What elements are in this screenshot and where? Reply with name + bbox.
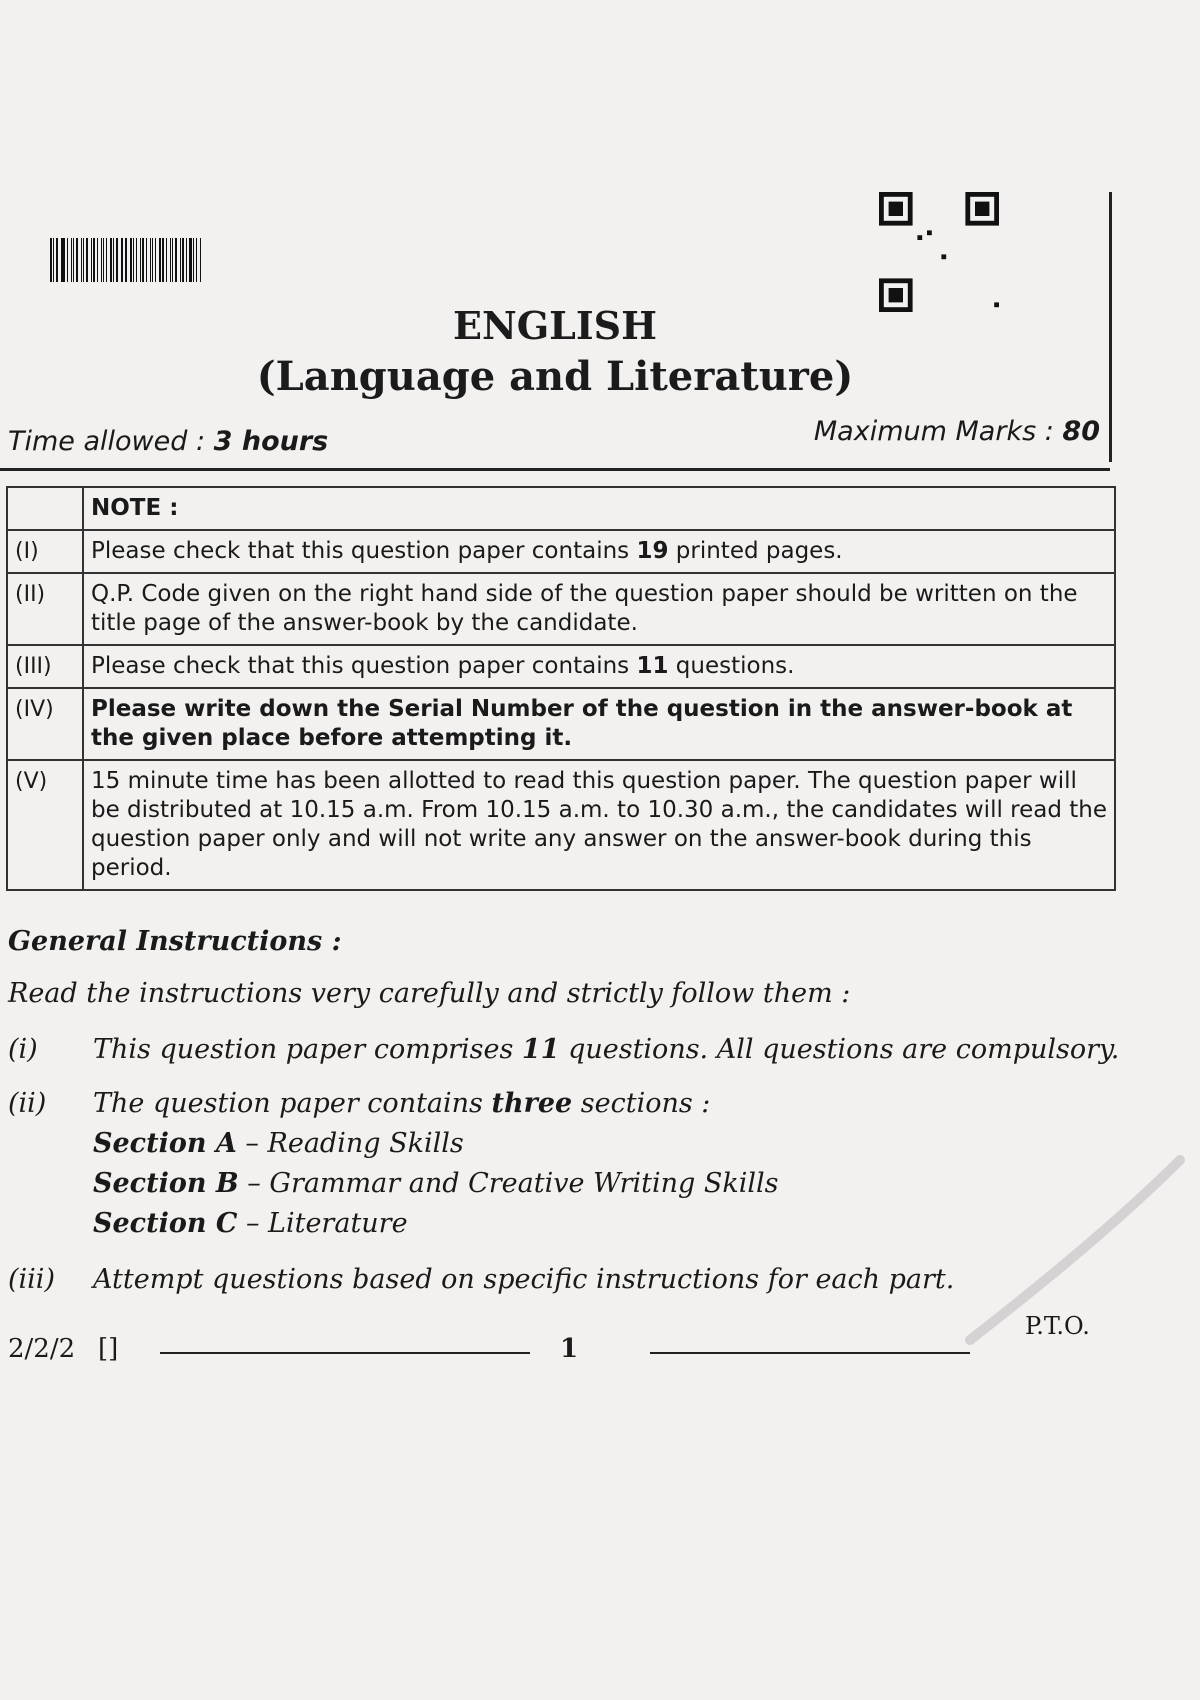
maximum-marks	[814, 416, 1100, 447]
note-row-text	[83, 645, 1115, 688]
note-table	[6, 486, 1116, 891]
time-allowed-label: Time allowed :	[8, 426, 214, 457]
note-row-num: (II)	[7, 573, 83, 645]
instruction-text	[93, 1034, 1119, 1065]
header-divider	[0, 468, 1110, 471]
subject-subtitle: (Language and Literature)	[256, 353, 854, 400]
note-text: Please check that this question paper contains	[91, 653, 637, 679]
instruction-part: This question paper comprises	[93, 1034, 522, 1065]
note-bold: 11	[636, 653, 669, 679]
note-row	[7, 530, 1115, 573]
note-row	[7, 573, 1115, 645]
note-heading: NOTE :	[83, 487, 1115, 530]
section-label: Section C	[93, 1208, 238, 1239]
pto-label: P.T.O.	[1025, 1312, 1090, 1340]
note-heading-num	[7, 487, 83, 530]
instruction-part: The question paper contains	[93, 1088, 492, 1119]
page-number: 1	[560, 1334, 579, 1364]
note-text: printed pages.	[668, 538, 843, 564]
note-row-text	[83, 530, 1115, 573]
barcode	[50, 238, 202, 282]
section-name: – Grammar and Creative Writing Skills	[238, 1168, 779, 1199]
note-row-text: Please write down the Serial Number of the question in the answer-book at the given place before attempting it.	[83, 688, 1115, 760]
note-row-num: (IV)	[7, 688, 83, 760]
section-label: Section B	[93, 1168, 239, 1199]
section-item	[93, 1128, 464, 1159]
instruction-bold: three	[491, 1088, 573, 1119]
note-text: questions.	[668, 653, 795, 679]
note-row	[7, 688, 1115, 760]
note-row	[7, 760, 1115, 890]
instruction-part: questions. All questions are compulsory.	[559, 1034, 1120, 1065]
paper-code: 2/2/2	[8, 1334, 76, 1364]
max-marks-label: Maximum Marks :	[813, 416, 1063, 447]
section-name: – Literature	[237, 1208, 408, 1239]
note-row-text: 15 minute time has been allotted to read this question paper. The question paper will be distributed at 10.15 a.m. From 10.15 a.m. to 10.30 a.m., the candidates will read the question paper only and will not write any answer on the answer-book during this period.	[83, 760, 1115, 890]
instruction-num: (ii)	[8, 1088, 47, 1119]
note-row-num: (III)	[7, 645, 83, 688]
subject-title: ENGLISH	[453, 303, 657, 348]
note-row-num: (V)	[7, 760, 83, 890]
note-bold: 19	[636, 538, 669, 564]
note-heading-row	[7, 487, 1115, 530]
section-label: Section A	[93, 1128, 237, 1159]
footer-line-right	[650, 1352, 970, 1354]
note-row-text: Q.P. Code given on the right hand side of the question paper should be written on the title page of the answer-book by the candidate.	[83, 573, 1115, 645]
footer-line-left	[160, 1352, 530, 1354]
section-name: – Reading Skills	[236, 1128, 464, 1159]
section-item	[93, 1168, 778, 1199]
paper-code-bracket: []	[98, 1334, 119, 1364]
instruction-bold: 11	[521, 1034, 560, 1065]
instruction-text	[93, 1088, 710, 1119]
note-text: Please check that this question paper contains	[91, 538, 637, 564]
qr-code	[877, 192, 1001, 312]
general-instructions-heading: General Instructions :	[8, 926, 342, 957]
time-allowed-value: 3 hours	[213, 426, 329, 457]
note-row	[7, 645, 1115, 688]
section-item	[93, 1208, 408, 1239]
instruction-text: Attempt questions based on specific instructions for each part.	[93, 1264, 955, 1295]
instruction-part: sections :	[572, 1088, 711, 1119]
max-marks-value: 80	[1062, 416, 1100, 447]
general-instructions-intro: Read the instructions very carefully and strictly follow them :	[8, 978, 851, 1009]
instruction-num: (iii)	[8, 1264, 55, 1295]
time-allowed	[8, 426, 328, 457]
note-row-num: (I)	[7, 530, 83, 573]
instruction-num: (i)	[8, 1034, 38, 1065]
